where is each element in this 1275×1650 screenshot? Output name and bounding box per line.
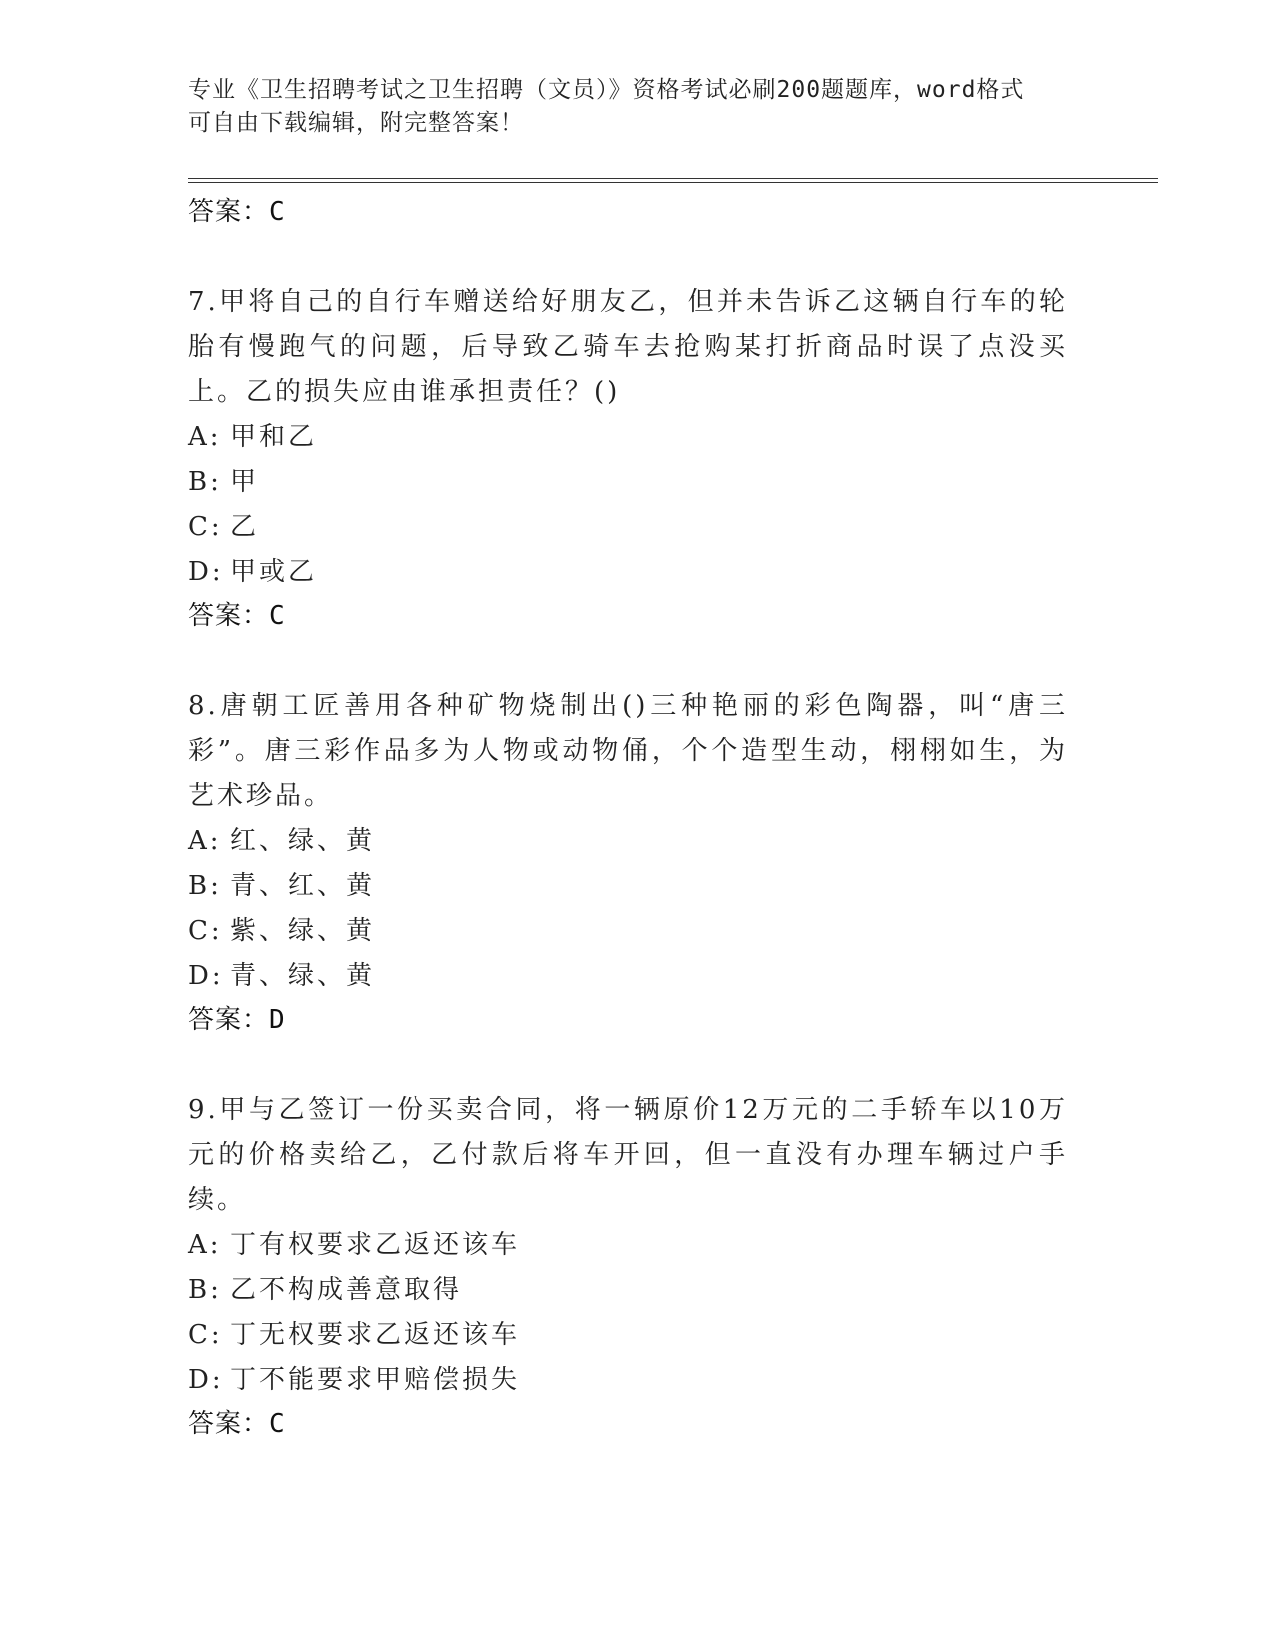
option-text: 丁无权要求乙返还该车 — [230, 1320, 521, 1350]
answer-line: 答案：C — [188, 1409, 286, 1439]
document-body — [188, 192, 1068, 1444]
question-8 — [188, 684, 1068, 1040]
question-7 — [188, 280, 1068, 636]
option-key: B: — [188, 871, 222, 901]
header-title-line-1: 专业《卫生招聘考试之卫生招聘（文员）》资格考试必刷200题题库，word格式 — [188, 77, 1025, 103]
answer-line: 答案：C — [188, 601, 286, 631]
option-key: B: — [188, 1275, 222, 1305]
option-a — [188, 1223, 1068, 1268]
option-text: 青、红、黄 — [230, 871, 376, 901]
option-c — [188, 909, 1068, 954]
option-text: 青、绿、黄 — [230, 961, 376, 991]
header-title-line-2: 可自由下载编辑，附完整答案！ — [188, 110, 524, 136]
option-c — [188, 1313, 1068, 1358]
option-d — [188, 954, 1068, 999]
option-key: A: — [188, 1230, 222, 1260]
option-text: 乙 — [230, 512, 260, 542]
option-b — [188, 460, 1068, 505]
option-key: C: — [188, 1320, 223, 1350]
answer-line: 答案：C — [188, 197, 286, 227]
answer-line: 答案：D — [188, 1005, 286, 1035]
option-key: C: — [188, 916, 223, 946]
option-key: D: — [188, 961, 224, 991]
option-key: A: — [188, 826, 222, 856]
option-key: D: — [188, 1365, 224, 1395]
question-text: 7.甲将自己的自行车赠送给好朋友乙，但并未告诉乙这辆自行车的轮胎有慢跑气的问题，后导致乙骑车去抢购某打折商品时误了点没买上。乙的损失应由谁承担责任？() — [188, 287, 1068, 407]
question-text: 9.甲与乙签订一份买卖合同，将一辆原价12万元的二手轿车以10万元的价格卖给乙，乙付款后将车开回，但一直没有办理车辆过户手续。 — [188, 1095, 1068, 1215]
option-key: D: — [188, 557, 224, 587]
option-b — [188, 1268, 1068, 1313]
option-key: C: — [188, 512, 223, 542]
option-c — [188, 505, 1068, 550]
option-text: 乙不构成善意取得 — [230, 1275, 463, 1305]
option-text: 红、绿、黄 — [230, 826, 376, 856]
option-b — [188, 864, 1068, 909]
document-header — [188, 74, 1068, 140]
option-key: A: — [188, 422, 222, 452]
question-9 — [188, 1088, 1068, 1444]
option-d — [188, 1358, 1068, 1403]
option-text: 甲 — [230, 467, 260, 497]
header-divider — [188, 178, 1158, 183]
document-page — [188, 0, 1148, 1650]
question-text: 8.唐朝工匠善用各种矿物烧制出()三种艳丽的彩色陶器，叫“唐三彩”。唐三彩作品多为人物或动物俑，个个造型生动，栩栩如生，为艺术珍品。 — [188, 691, 1068, 811]
option-text: 丁有权要求乙返还该车 — [230, 1230, 521, 1260]
option-text: 紫、绿、黄 — [230, 916, 376, 946]
option-d — [188, 550, 1068, 595]
option-key: B: — [188, 467, 222, 497]
option-text: 丁不能要求甲赔偿损失 — [230, 1365, 521, 1395]
option-a — [188, 819, 1068, 864]
option-text: 甲或乙 — [230, 557, 318, 587]
option-a — [188, 415, 1068, 460]
option-text: 甲和乙 — [230, 422, 318, 452]
